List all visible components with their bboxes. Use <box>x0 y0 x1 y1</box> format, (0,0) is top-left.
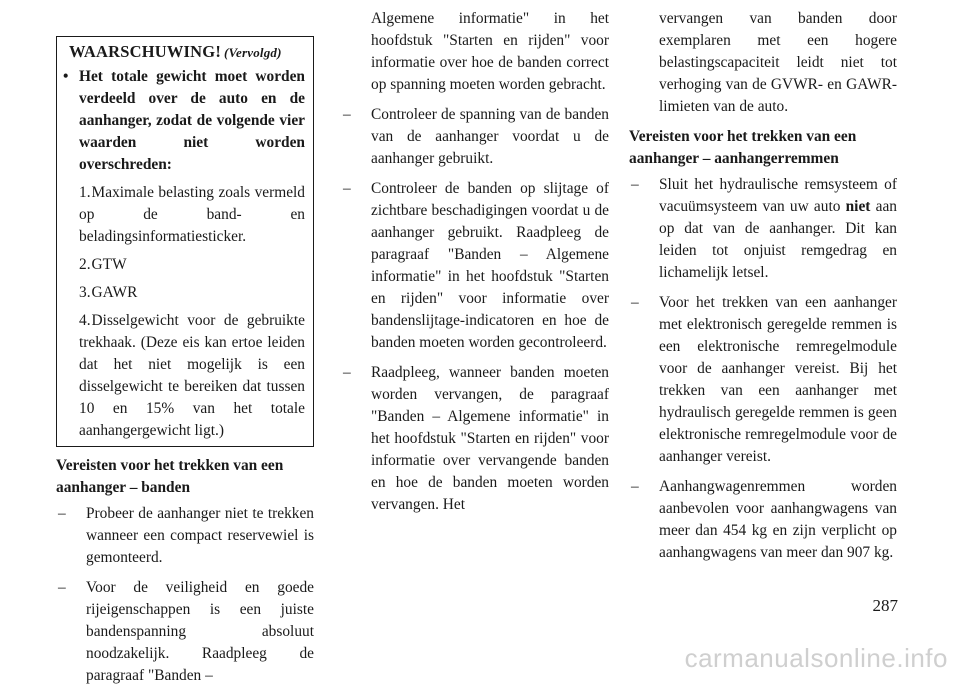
list-item <box>629 292 897 468</box>
dash-marker: – <box>631 478 639 495</box>
text-part: Sluit het hydraulische remsysteem of vacuümsysteem van uw auto <box>659 176 897 215</box>
item-number: 2. <box>79 256 91 273</box>
column-right <box>629 8 897 572</box>
warning-item-2 <box>79 254 305 276</box>
list-item-text: Controleer de banden op slijtage of zichtbare beschadigingen voordat u de aanhanger gebruikt. Raadpleeg de paragraaf "Banden – Algemene informatie" in het hoofdstuk "Starten en rijden" voor informatie over bandenslijtage-indicatoren en hoe de banden moeten worden gecontroleerd. <box>371 180 609 351</box>
continued-paragraph: Algemene informatie" in het hoofdstuk "Starten en rijden" voor informatie over hoe de banden correct op spanning moeten worden gebracht. <box>371 10 609 93</box>
list-item <box>56 577 314 687</box>
warning-box <box>56 36 314 447</box>
emphasis-not: niet <box>845 198 871 215</box>
item-text: Maximale belasting zoals vermeld op de band- en beladingsinformatiesticker. <box>79 184 305 245</box>
warning-item-1 <box>79 182 305 248</box>
item-number: 1. <box>79 184 91 201</box>
list-item <box>629 174 897 284</box>
dash-marker: – <box>343 180 351 197</box>
section-heading-brakes: Vereisten voor het trekken van een aanhanger – aanhangerremmen <box>629 128 857 167</box>
dash-marker: – <box>631 176 639 193</box>
list-item-text: Voor de veiligheid en goede rijeigenschappen is een juiste bandenspanning absoluut noodzakelijk. Raadpleeg de paragraaf "Banden – <box>86 579 314 684</box>
column-middle <box>341 10 609 524</box>
warning-title <box>69 41 305 64</box>
list-item <box>341 362 609 516</box>
warning-item-3 <box>79 282 305 304</box>
list-item-text <box>659 174 897 284</box>
warning-title-text: WAARSCHUWING! <box>69 42 222 61</box>
list-item <box>56 503 314 569</box>
dash-marker: – <box>58 579 66 596</box>
warning-item-4 <box>79 310 305 442</box>
continued-paragraph: vervangen van banden door exemplaren met een hogere belastingscapaciteit leidt niet tot verhoging van de GVWR- en GAWR-limieten van de auto. <box>659 10 897 115</box>
list-item-text: Probeer de aanhanger niet te trekken wanneer een compact reservewiel is gemonteerd. <box>86 505 314 566</box>
watermark: carmanualsonline.info <box>684 643 948 673</box>
column-left <box>56 36 314 695</box>
item-text: Disselgewicht voor de gebruikte trekhaak. (Deze eis kan ertoe leiden dat het niet mogelijk is een disselgewicht te bereiken dat tussen 10 en 15% van het totale aanhangergewicht ligt.) <box>79 312 305 439</box>
list-item-text: Controleer de spanning van de banden van de aanhanger voordat u de aanhanger gebruikt. <box>371 106 609 167</box>
item-number: 4. <box>79 312 91 329</box>
bullet-icon: • <box>63 68 69 85</box>
warning-continued: (Vervolgd) <box>224 45 282 60</box>
page-number: 287 <box>872 596 898 615</box>
warning-bullet-text: Het totale gewicht moet worden verdeeld over de auto en de aanhanger, zodat de volgende vier waarden niet worden overschreden: <box>79 68 305 173</box>
list-item-text: Aanhangwagenremmen worden aanbevolen voor aanhangwagens van meer dan 454 kg en zijn verplicht op aanhangwagens van meer dan 907 kg. <box>659 478 897 561</box>
dash-marker: – <box>58 505 66 522</box>
list-item-text: Raadpleeg, wanneer banden moeten worden vervangen, de paragraaf "Banden – Algemene informatie" in het hoofdstuk "Starten en rijden" voor informatie over vervangende banden en hoe de banden moeten worden vervangen. Het <box>371 364 609 513</box>
item-text: GAWR <box>91 284 138 301</box>
dash-marker: – <box>343 106 351 123</box>
list-item <box>341 178 609 354</box>
warning-bullet <box>63 66 305 176</box>
list-item-text: Voor het trekken van een aanhanger met elektronisch geregelde remmen is een elektronische remregelmodule voor de aanhanger vereist. Bij het trekken van een aanhanger met hydraulisch geregelde remmen is geen elektronische remregelmodule voor de aanhanger vereist. <box>659 294 897 465</box>
list-item <box>341 104 609 170</box>
dash-marker: – <box>343 364 351 381</box>
list-item <box>629 476 897 564</box>
item-number: 3. <box>79 284 91 301</box>
item-text: GTW <box>91 256 127 273</box>
text-part: aan op dat van de aanhanger. Dit kan leiden tot onjuist remgedrag en lichamelijk letsel. <box>659 198 897 281</box>
dash-marker: – <box>631 294 639 311</box>
section-heading-tires: Vereisten voor het trekken van een aanhanger – banden <box>56 457 284 496</box>
